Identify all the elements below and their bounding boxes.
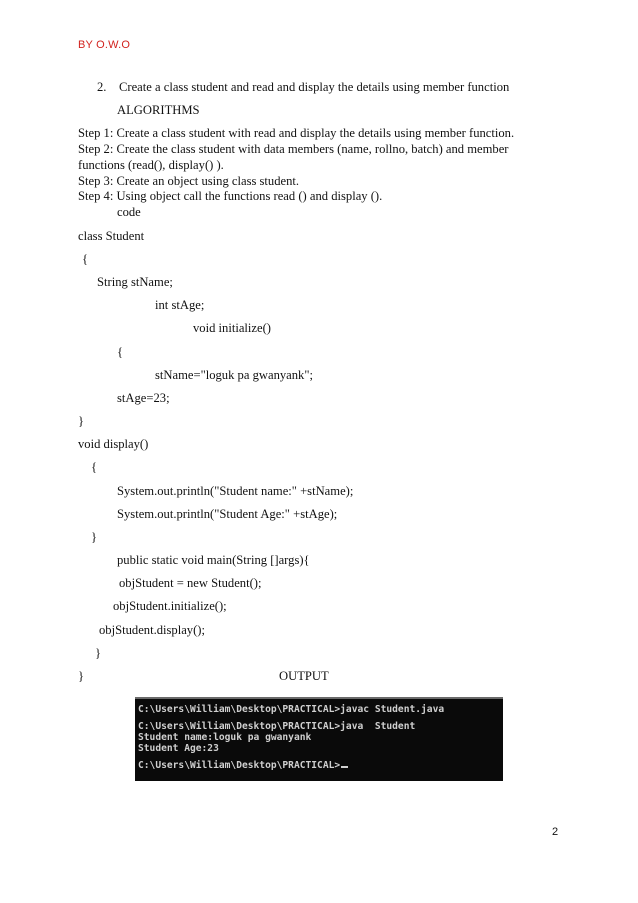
step-line: functions (read(), display() ). (78, 158, 224, 172)
output-heading: OUTPUT (279, 669, 329, 683)
console-line: C:\Users\William\Desktop\PRACTICAL>java Student (138, 721, 416, 732)
code-line: objStudent = new Student(); (119, 576, 262, 590)
code-line: } (95, 646, 102, 660)
question-text: Create a class student and read and display the details using member function (119, 80, 510, 94)
console-screenshot (135, 697, 503, 781)
code-line: { (91, 460, 98, 474)
algorithms-heading: ALGORITHMS (117, 103, 200, 117)
code-line: stName="loguk pa gwanyank"; (155, 368, 313, 382)
code-line: System.out.println("Student Age:" +stAge); (117, 507, 338, 521)
console-line: C:\Users\William\Desktop\PRACTICAL> (138, 760, 341, 771)
code-line: } (78, 669, 85, 683)
console-line: C:\Users\William\Desktop\PRACTICAL>javac Student.java (138, 704, 445, 715)
code-line: { (117, 345, 124, 359)
step-line: Step 2: Create the class student with data members (name, rollno, batch) and member (78, 142, 509, 156)
document-header: BY O.W.O (78, 39, 131, 51)
code-line: stAge=23; (117, 391, 170, 405)
code-line: System.out.println("Student name:" +stName); (117, 484, 354, 498)
code-heading: code (117, 205, 141, 219)
code-line: { (82, 252, 89, 266)
code-line: String stName; (97, 275, 173, 289)
code-line: objStudent.initialize(); (113, 599, 227, 613)
code-line: class Student (78, 229, 145, 243)
code-line: objStudent.display(); (99, 623, 205, 637)
code-line: int stAge; (155, 298, 205, 312)
console-line: Student Age:23 (138, 743, 219, 754)
code-line: void initialize() (193, 321, 271, 335)
step-line: Step 4: Using object call the functions read () and display (). (78, 189, 383, 203)
step-line: Step 3: Create an object using class student. (78, 174, 300, 188)
console-prompt-line (138, 760, 503, 771)
code-line: void display() (78, 437, 149, 451)
step-line: Step 1: Create a class student with read and display the details using member function. (78, 126, 515, 140)
code-line: } (91, 530, 98, 544)
question-number: 2. (97, 80, 107, 94)
cursor-icon (341, 766, 348, 768)
console-line: Student name:loguk pa gwanyank (138, 732, 312, 743)
code-line: public static void main(String []args){ (117, 553, 310, 567)
code-line: } (78, 414, 85, 428)
page-number: 2 (552, 826, 559, 838)
